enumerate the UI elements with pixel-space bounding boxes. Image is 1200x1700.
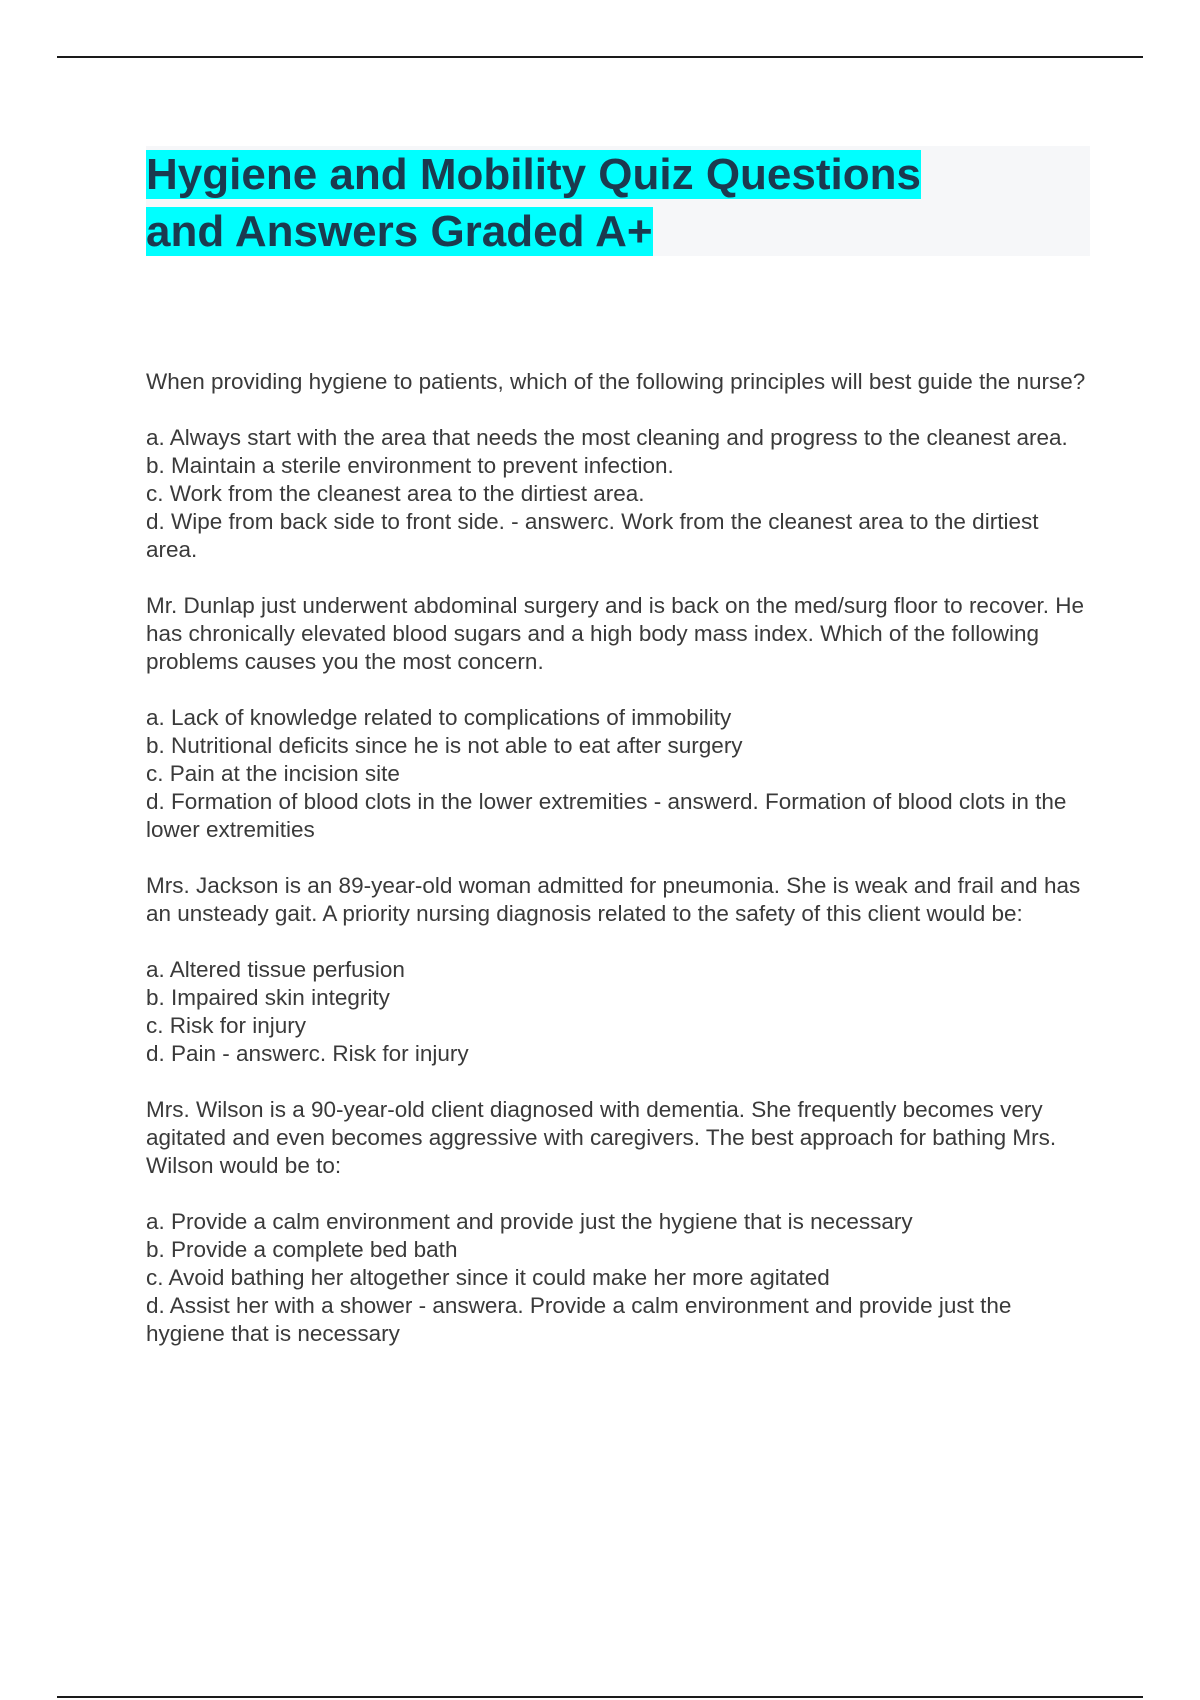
option-a: a. Always start with the area that needs the most cleaning and progress to the cleanest area. — [146, 425, 1068, 450]
option-b: b. Provide a complete bed bath — [146, 1237, 458, 1262]
page-top-rule — [57, 56, 1143, 58]
option-b: b. Nutritional deficits since he is not able to eat after surgery — [146, 733, 743, 758]
quiz-content — [146, 368, 1086, 1376]
option-a: a. Provide a calm environment and provide just the hygiene that is necessary — [146, 1209, 913, 1234]
option-a: a. Lack of knowledge related to complications of immobility — [146, 705, 732, 730]
question-text: Mrs. Jackson is an 89-year-old woman admitted for pneumonia. She is weak and frail and has an unsteady gait. A priority nursing diagnosis related to the safety of this client would be: — [146, 873, 1081, 926]
question-text: When providing hygiene to patients, which of the following principles will best guide the nurse? — [146, 369, 1086, 394]
question-block-2 — [146, 592, 1086, 844]
question-block-4 — [146, 1096, 1086, 1348]
option-c: c. Work from the cleanest area to the dirtiest area. — [146, 481, 645, 506]
question-text: Mr. Dunlap just underwent abdominal surgery and is back on the med/surg floor to recover. He has chronically elevated blood sugars and a high body mass index. Which of the following problems causes you the most concern. — [146, 593, 1084, 674]
option-d-answer: d. Wipe from back side to front side. - answerc. Work from the cleanest area to the dirtiest area. — [146, 509, 1039, 562]
question-text: Mrs. Wilson is a 90-year-old client diagnosed with dementia. She frequently becomes very agitated and even becomes aggressive with caregivers. The best approach for bathing Mrs. Wilson would be to: — [146, 1097, 1057, 1178]
document-title — [146, 146, 1006, 260]
option-b: b. Impaired skin integrity — [146, 985, 390, 1010]
option-c: c. Risk for injury — [146, 1013, 307, 1038]
page-bottom-rule — [57, 1696, 1143, 1698]
option-c: c. Avoid bathing her altogether since it could make her more agitated — [146, 1265, 830, 1290]
option-d-answer: d. Formation of blood clots in the lower extremities - answerd. Formation of blood clots in the lower extremities — [146, 789, 1067, 842]
title-highlight: Hygiene and Mobility Quiz Questions and Answers Graded A+ — [146, 150, 921, 256]
option-a: a. Altered tissue perfusion — [146, 957, 405, 982]
question-block-3 — [146, 872, 1086, 1068]
option-d-answer: d. Assist her with a shower - answera. Provide a calm environment and provide just the hygiene that is necessary — [146, 1293, 1012, 1346]
option-d-answer: d. Pain - answerc. Risk for injury — [146, 1041, 469, 1066]
title-block — [146, 146, 1090, 256]
question-block-1 — [146, 368, 1086, 564]
option-c: c. Pain at the incision site — [146, 761, 400, 786]
option-b: b. Maintain a sterile environment to prevent infection. — [146, 453, 674, 478]
